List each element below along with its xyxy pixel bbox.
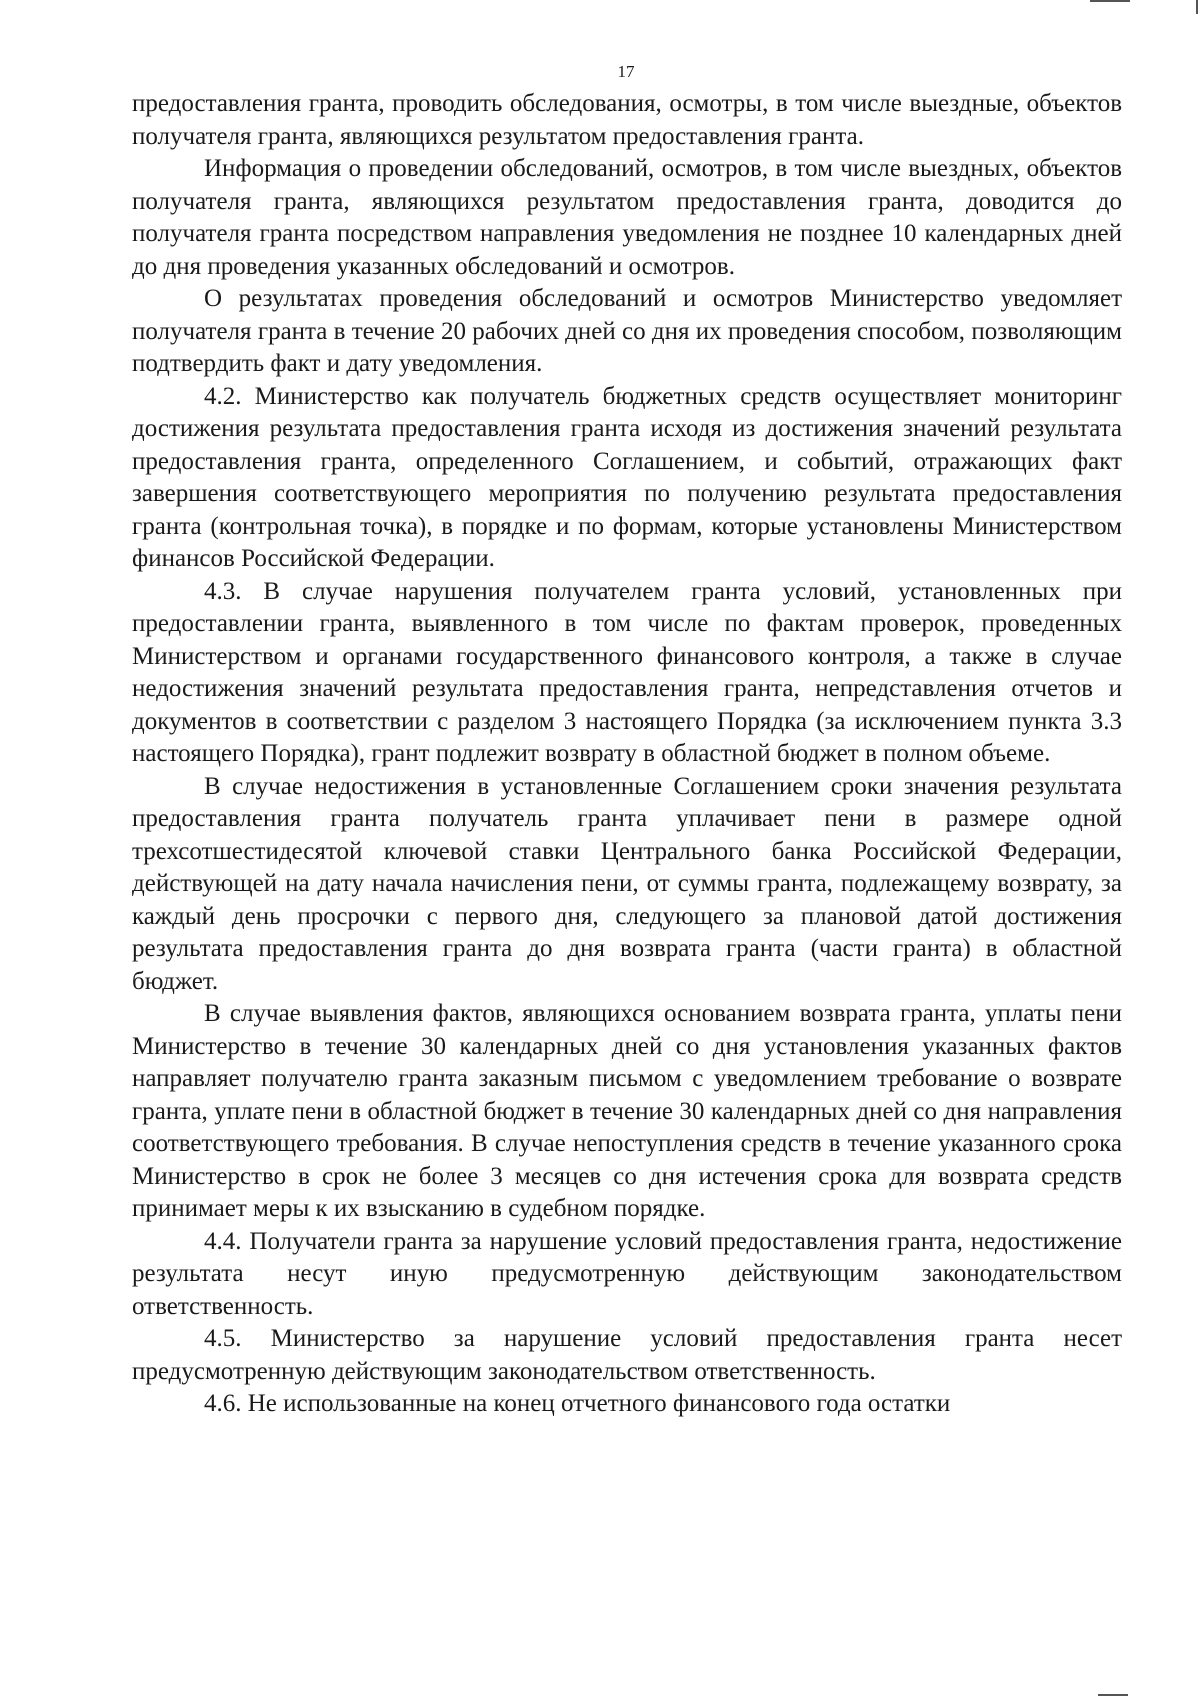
paragraph-4-2: 4.2. Министерство как получатель бюджетных средств осуществляет мониторинг достижения результата предоставления гранта исходя из достижения значений результата предоставления гранта, определенного Соглашением, и событий, отражающих факт завершения соответствующего мероприятия по получению результата предоставления гранта (контрольная точка), в порядке и по формам, которые установлены Министерством финансов Российской Федерации. (132, 382, 1122, 572)
scan-mark-right-edge (1196, 0, 1198, 14)
page-number: 17 (617, 62, 635, 81)
paragraph-penalty: В случае недостижения в установленные Соглашением сроки значения результата предоставления гранта получатель гранта уплачивает пени в размере одной трехсотшестидесятой ключевой ставки Центрального банка Российской Федерации, действующей на дату начала начисления пени, от суммы гранта, подлежащему возврату, за каждый день просрочки с первого дня, следующего за плановой датой достижения результата предоставления гранта до дня возврата гранта (части гранта) в областной бюджет. (132, 772, 1122, 995)
paragraph-continuation: предоставления гранта, проводить обследования, осмотры, в том числе выездные, объектов получателя гранта, являющихся результатом предоставления гранта. (132, 90, 1122, 150)
paragraph-refund-demand: В случае выявления фактов, являющихся основанием возврата гранта, уплаты пени Министерство в течение 30 календарных дней со дня установления указанных фактов направляет получателю гранта заказным письмом с уведомлением требование о возврате гранта, уплате пени в областной бюджет в течение 30 календарных дней со дня направления соответствующего требования. В случае непоступления средств в течение указанного срока Министерство в срок не более 3 месяцев со дня истечения срока для возврата средств принимает меры к их взысканию в судебном порядке. (132, 1000, 1122, 1222)
document-body (132, 88, 1122, 1421)
paragraph-4-6: 4.6. Не использованные на конец отчетного финансового года остатки (204, 1390, 951, 1417)
paragraph-inspection-notice: Информация о проведении обследований, осмотров, в том числе выездных, объектов получателя гранта, являющихся результатом предоставления гранта, доводится до получателя гранта посредством направления уведомления не позднее 10 календарных дней до дня проведения указанных обследований и осмотров. (132, 155, 1122, 280)
paragraph-inspection-results: О результатах проведения обследований и осмотров Министерство уведомляет получателя гранта в течение 20 рабочих дней со дня их проведения способом, позволяющим подтвердить факт и дату уведомления. (132, 285, 1122, 377)
paragraph-4-4: 4.4. Получатели гранта за нарушение условий предоставления гранта, недостижение результата несут иную предусмотренную действующим законодательством ответственность. (132, 1227, 1122, 1320)
paragraph-4-3: 4.3. В случае нарушения получателем гранта условий, установленных при предоставлении гранта, выявленного в том числе по фактам проверок, проведенных Министерством и органами государственного финансового контроля, а также в случае недостижения значений результата предоставления гранта, непредставления отчетов и документов в соответствии с разделом 3 настоящего Порядка (за исключением пункта 3.3 настоящего Порядка), грант подлежит возврату в областной бюджет в полном объеме. (132, 577, 1122, 767)
scan-mark-top-right (1090, 0, 1130, 2)
paragraph-4-5: 4.5. Министерство за нарушение условий предоставления гранта несет предусмотренную действующим законодательством ответственность. (132, 1325, 1122, 1385)
scan-mark-bottom-right (1098, 1694, 1128, 1696)
